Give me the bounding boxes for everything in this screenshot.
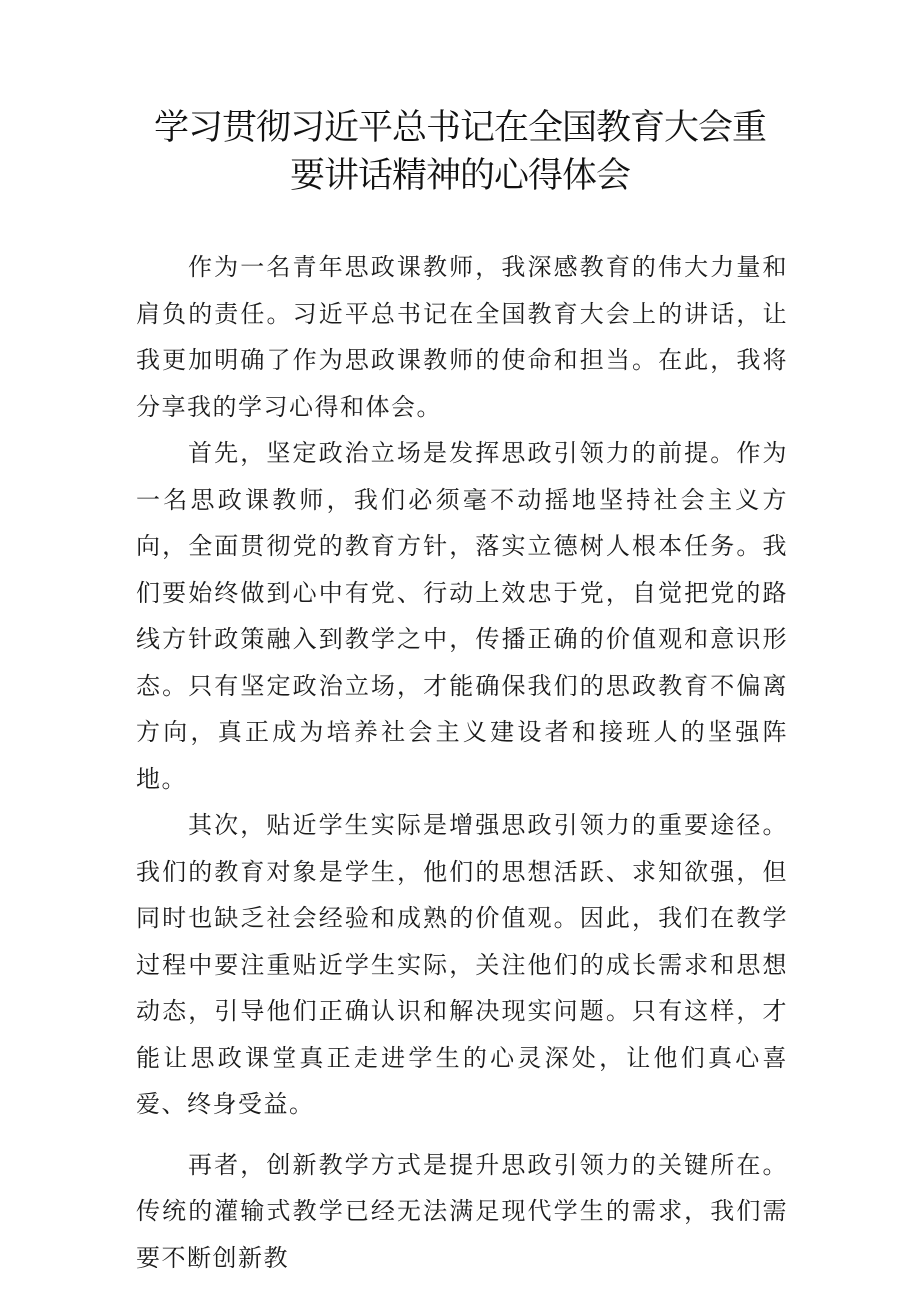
title-line-2: 要讲话精神的心得体会	[289, 156, 630, 196]
title-line-1: 学习贯彻习近平总书记在全国教育大会重	[153, 108, 766, 148]
paragraph-second: 其次，贴近学生实际是增强思政引领力的重要途径。我们的教育对象是学生，他们的思想活跃、求知欲强，但同时也缺乏社会经验和成熟的价值观。因此，我们在教学过程中要注重贴近学生实际，关注他们的成长需求和思想动态，引导他们正确认识和解决现实问题。只有这样，才能让思政课堂真正走进学生的心灵深处，让他们真心喜爱、终身受益。	[136, 811, 788, 1118]
paragraph-intro: 作为一名青年思政课教师，我深感教育的伟大力量和肩负的责任。习近平总书记在全国教育大会上的讲话，让我更加明确了作为思政课教师的使命和担当。在此，我将分享我的学习心得和体会。	[136, 253, 788, 421]
document-title	[110, 104, 810, 200]
paragraph-first: 首先，坚定政治立场是发挥思政引领力的前提。作为一名思政课教师，我们必须毫不动摇地坚持社会主义方向，全面贯彻党的教育方针，落实立德树人根本任务。我们要始终做到心中有党、行动上效忠于党，自觉把党的路线方针政策融入到教学之中，传播正确的价值观和意识形态。只有坚定政治立场，才能确保我们的思政教育不偏离方向，真正成为培养社会主义建设者和接班人的坚强阵地。	[136, 439, 788, 793]
paragraph-third: 再者，创新教学方式是提升思政引领力的关键所在。传统的灌输式教学已经无法满足现代学生的需求，我们需要不断创新教	[136, 1150, 788, 1272]
document-body	[136, 244, 788, 1281]
